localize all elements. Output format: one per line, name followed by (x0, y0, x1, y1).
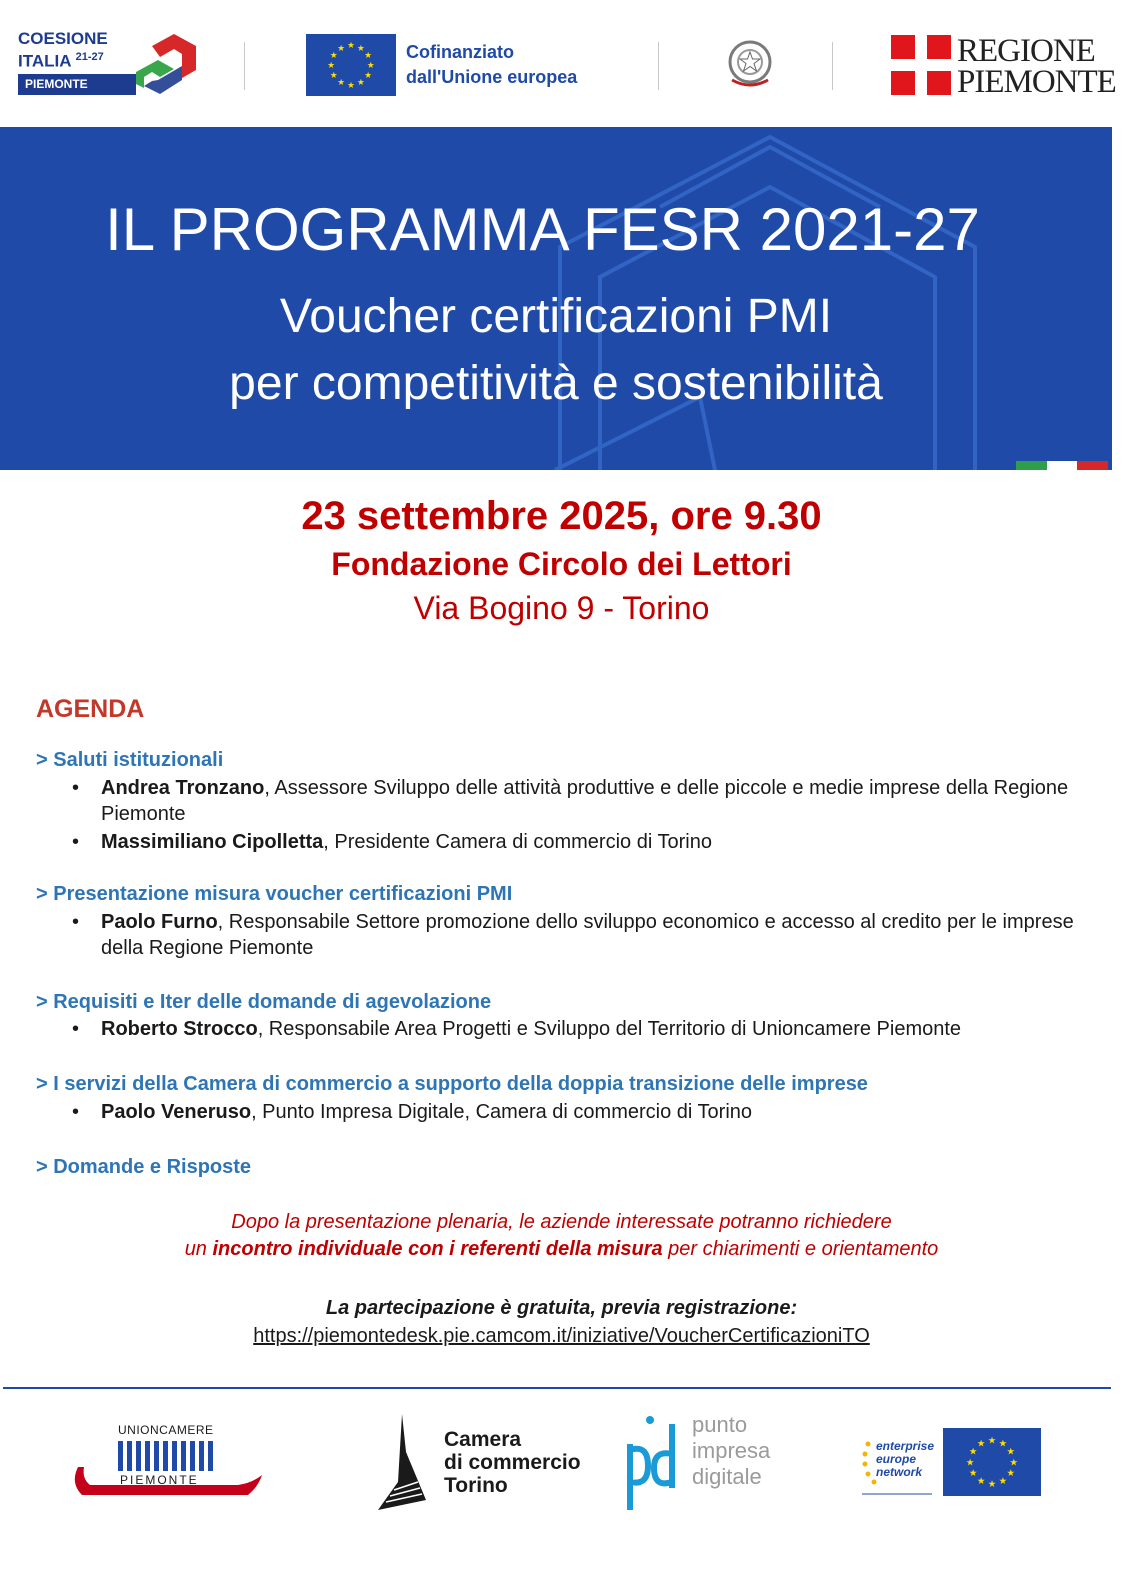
eu-star: ★ (1009, 1457, 1019, 1469)
eu-star: ★ (987, 1479, 997, 1491)
eu-flag-footer (943, 1428, 1041, 1496)
eu-star: ★ (364, 51, 373, 62)
bullet: • (72, 831, 80, 853)
event-venue: Fondazione Circolo dei Lettori (331, 546, 792, 582)
eu-star: ★ (1006, 1468, 1016, 1480)
bullet: • (72, 911, 80, 933)
agenda-section-heading: > Presentazione misura voucher certificazioni PMI (36, 883, 513, 905)
eu-star: ★ (998, 1476, 1008, 1488)
header-separator (832, 42, 833, 90)
bullet: • (72, 1101, 80, 1123)
eu-star: ★ (976, 1438, 986, 1450)
piemonte-cross-icon (891, 35, 951, 95)
agenda-section-heading: > I servizi della Camera di commercio a supporto della doppia transizione delle imprese (36, 1073, 868, 1095)
speaker-role: , Presidente Camera di commercio di Torino (323, 831, 712, 853)
footer-divider (3, 1387, 1111, 1389)
eu-star: ★ (965, 1457, 975, 1469)
agenda-section-heading: > Saluti istituzionali (36, 749, 224, 771)
banner-subtitle-line1: Voucher certificazioni PMI (279, 290, 833, 343)
note-line1: Dopo la presentazione plenaria, le aziende interessate potranno richiedere (231, 1211, 892, 1233)
mole-antonelliana-icon (376, 1412, 436, 1512)
banner-title: IL PROGRAMMA FESR 2021-27 (105, 196, 980, 263)
eu-star: ★ (357, 43, 365, 54)
note-text: per chiarimenti e orientamento (662, 1238, 939, 1260)
regione-line1: REGIONE (957, 33, 1095, 69)
bullet: • (72, 777, 80, 799)
unioncamere-top: UNIONCAMERE (118, 1423, 214, 1437)
een-line1: enterprise (876, 1439, 935, 1453)
een-line2: europe (876, 1452, 917, 1466)
eu-star: ★ (1006, 1446, 1016, 1458)
enterprise-europe-network-logo (862, 1430, 935, 1500)
pid-line3: digitale (692, 1464, 762, 1489)
een-line3: network (876, 1465, 923, 1479)
punto-impresa-digitale-logo (624, 1412, 794, 1512)
agenda-section-heading: > Domande e Risposte (36, 1156, 252, 1178)
regione-piemonte-logo (891, 33, 1116, 100)
pid-icon (624, 1414, 680, 1512)
coesione-arrow-icon (130, 32, 200, 98)
header-separator (244, 42, 245, 90)
note-text: un (184, 1238, 213, 1260)
registration-link[interactable]: https://piemontedesk.pie.camcom.it/iniziative/VoucherCertificazioniTO (253, 1325, 870, 1347)
speaker-name: Roberto Strocco (101, 1018, 258, 1040)
speaker-name: Paolo Furno (101, 911, 218, 933)
eu-star: ★ (968, 1446, 978, 1458)
coesione-italia-logo (18, 30, 188, 100)
banner-subtitle-line2: per competitività e sostenibilità (229, 357, 883, 410)
speaker-name: Paolo Veneruso (101, 1101, 252, 1123)
eu-star: ★ (998, 1438, 1008, 1450)
agenda-item (72, 775, 1102, 827)
eu-line1: Cofinanziato (406, 42, 514, 62)
coesione-line2: ITALIA (18, 51, 71, 71)
unioncamere-ship-icon (68, 1439, 264, 1505)
italian-republic-emblem (722, 34, 778, 94)
ccto-line3: Torino (444, 1474, 508, 1497)
eu-stars-icon (306, 34, 396, 96)
agenda-item (72, 909, 1102, 961)
speaker-role: , Assessore Sviluppo delle attività produttive e delle piccole e medie imprese della Regione Piemonte (101, 777, 1069, 825)
unioncamere-piemonte-logo (68, 1423, 264, 1505)
note-highlight: incontro individuale con i referenti della misura (212, 1238, 663, 1260)
camera-commercio-torino-logo (376, 1412, 606, 1512)
republic-emblem-icon (722, 34, 778, 94)
eu-star: ★ (968, 1468, 978, 1480)
bullet: • (72, 1018, 80, 1040)
regione-line2: PIEMONTE (957, 64, 1116, 100)
pid-line2: impresa (692, 1438, 771, 1463)
speaker-name: Massimiliano Cipolletta (101, 831, 324, 853)
agenda-item (72, 1016, 1102, 1042)
italian-flag-strip (1016, 461, 1108, 470)
unioncamere-bottom: PIEMONTE (120, 1473, 199, 1487)
coesione-years: 21-27 (75, 51, 104, 63)
title-banner (0, 127, 1112, 470)
header-separator (658, 42, 659, 90)
speaker-role: , Responsabile Area Progetti e Sviluppo del Territorio di Unioncamere Piemonte (257, 1018, 962, 1040)
ccto-line2: di commercio (444, 1451, 581, 1474)
eu-star: ★ (357, 78, 365, 89)
ccto-line1: Camera (444, 1428, 522, 1451)
coesione-line1: COESIONE (18, 29, 108, 48)
agenda-item (72, 1099, 1102, 1125)
agenda-section-heading: > Requisiti e Iter delle domande di agevolazione (36, 991, 492, 1013)
eu-flag (306, 34, 396, 96)
note-line2 (0, 1236, 1123, 1263)
agenda-item (72, 829, 1102, 855)
speaker-name: Andrea Tronzano (101, 777, 265, 799)
event-address: Via Bogino 9 - Torino (413, 590, 710, 626)
eu-star: ★ (337, 43, 345, 54)
eu-star: ★ (347, 41, 355, 52)
speaker-role: , Punto Impresa Digitale, Camera di commercio di Torino (251, 1101, 753, 1123)
eu-star: ★ (976, 1476, 986, 1488)
agenda-title: AGENDA (36, 695, 145, 723)
eu-star: ★ (327, 61, 336, 71)
eu-star: ★ (347, 80, 355, 91)
eu-star: ★ (366, 61, 375, 71)
eu-star: ★ (329, 71, 338, 81)
eu-star: ★ (329, 51, 338, 62)
coesione-region: PIEMONTE (18, 74, 136, 95)
eu-star: ★ (987, 1435, 997, 1447)
eu-stars-icon (943, 1428, 1041, 1496)
speaker-role: , Responsabile Settore promozione dello sviluppo economico e accesso al credito per le imprese della Regione Piemonte (101, 911, 1074, 959)
eu-star: ★ (364, 71, 373, 81)
event-date: 23 settembre 2025, ore 9.30 (301, 494, 822, 538)
pid-line1: punto (692, 1412, 748, 1437)
eu-line2: dall'Unione europea (406, 67, 578, 87)
registration-label: La partecipazione è gratuita, previa registrazione: (325, 1297, 798, 1319)
eu-cofinanced-text (406, 40, 577, 90)
eu-star: ★ (337, 78, 345, 89)
